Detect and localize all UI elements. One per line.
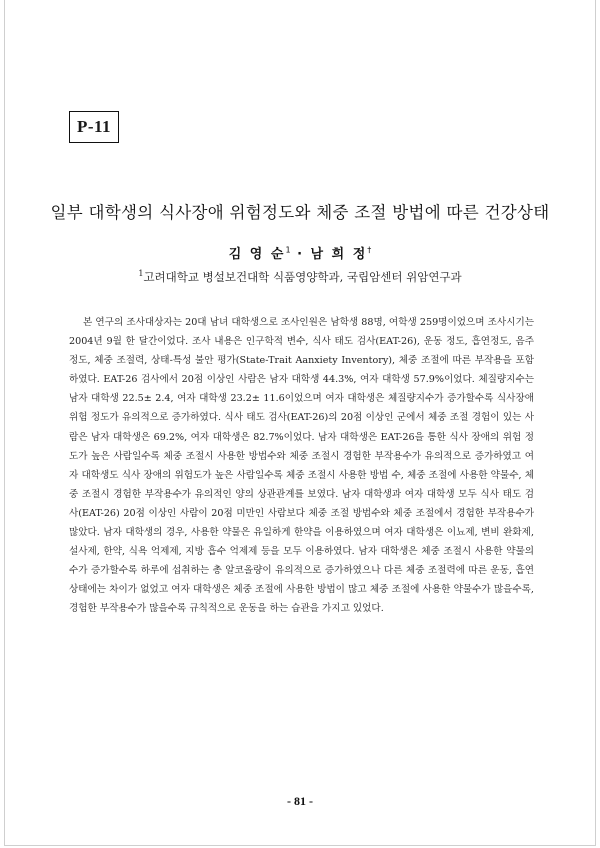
- affiliation-text: 고려대학교 병설보건대학 식품영양학과, 국립암센터 위암연구과: [143, 270, 462, 284]
- affiliation-mark: 1: [138, 269, 144, 279]
- corresponding-author-mark: †: [367, 245, 372, 255]
- paper-title: 일부 대학생의 식사장애 위험정도와 체중 조절 방법에 따른 건강상태: [50, 203, 550, 222]
- author-affiliation-mark: 1: [285, 245, 291, 255]
- paper-code-box: [69, 111, 119, 143]
- author-name: 남 희 정: [310, 247, 368, 262]
- page-number: - 81 -: [287, 794, 313, 808]
- author-name: 김 영 순: [228, 247, 286, 262]
- author-separator: ·: [290, 247, 311, 262]
- author-line: [0, 243, 600, 262]
- affiliation-line: [0, 269, 600, 285]
- abstract-body: 본 연구의 조사대상자는 20대 남녀 대학생으로 조사인원은 남학생 88명, 여학생 259명이었으며 조사시기는 2004년 9월 한 달간이었다. 조사 내용은 인구학적 변수, 식사 태도 검사(EAT-26), 운동 정도, 흡연정도, 음주 정도, 체중 조절력, 상태-특성 불안 평가(State-Trait Aanxiety Inventory), 체중 조절에 따른 부작용을 포함하였다. EAT-26 검사에서 20점 이상인 사람은 남자 대학생 44.3%, 여자 대학생 57.9%이었다. 체질량지수는 남자 대학생 22.5± 2.4, 여자 대학생 23.2± 11.6이었으며 여자 대학생은 체질량지수가 증가할수록 식사장애 위험 정도가 유의적으로 증가하였다. 식사 태도 검사(EAT-26)의 20점 이상인 군에서 체중 조절 경험이 있는 사람은 남자 대학생은 69.2%, 여자 대학생은 82.7%이었다. 남자 대학생은 EAT-26을 통한 식사 장애의 위험 정도가 높은 사람일수록 체중 조절시 사용한 방법수와 체중 조절시 경험한 부작용수가 유의적으로 증가하였고 여자 대학생도 식사 장애의 위험도가 높은 사람일수록 체중 조절시 사용한 방법 수, 체중 조절에 사용한 약물수, 체중 조절시 경험한 부작용수가 유의적인 양의 상관관계를 보였다. 남자 대학생과 여자 대학생 모두 식사 태도 검사(EAT-26) 20점 이상인 사람이 20점 미만인 사람보다 체중 조절 방법수와 체중 조절에서 경험한 부작용수가 많았다. 남자 대학생의 경우, 사용한 약물은 유일하게 한약을 이용하였으며 여자 대학생은 이뇨제, 변비 완화제, 설사제, 한약, 식욕 억제제, 지방 흡수 억제제 등을 모두 이용하였다. 남자 대학생은 체중 조절시 사용한 약물의 수가 증가할수록 하루에 섭취하는 총 알코올량이 유의적으로 증가하였으나 다른 체중 조절력에 따른 운동, 흡연상태에는 차이가 없었고 여자 대학생은 체중 조절에 사용한 방법이 많고 체중 조절에 사용한 약물수가 많을수록, 경험한 부작용수가 많을수록 규칙적으로 운동을 하는 습관을 가지고 있었다.: [69, 317, 534, 615]
- paper-code: P-11: [76, 117, 112, 136]
